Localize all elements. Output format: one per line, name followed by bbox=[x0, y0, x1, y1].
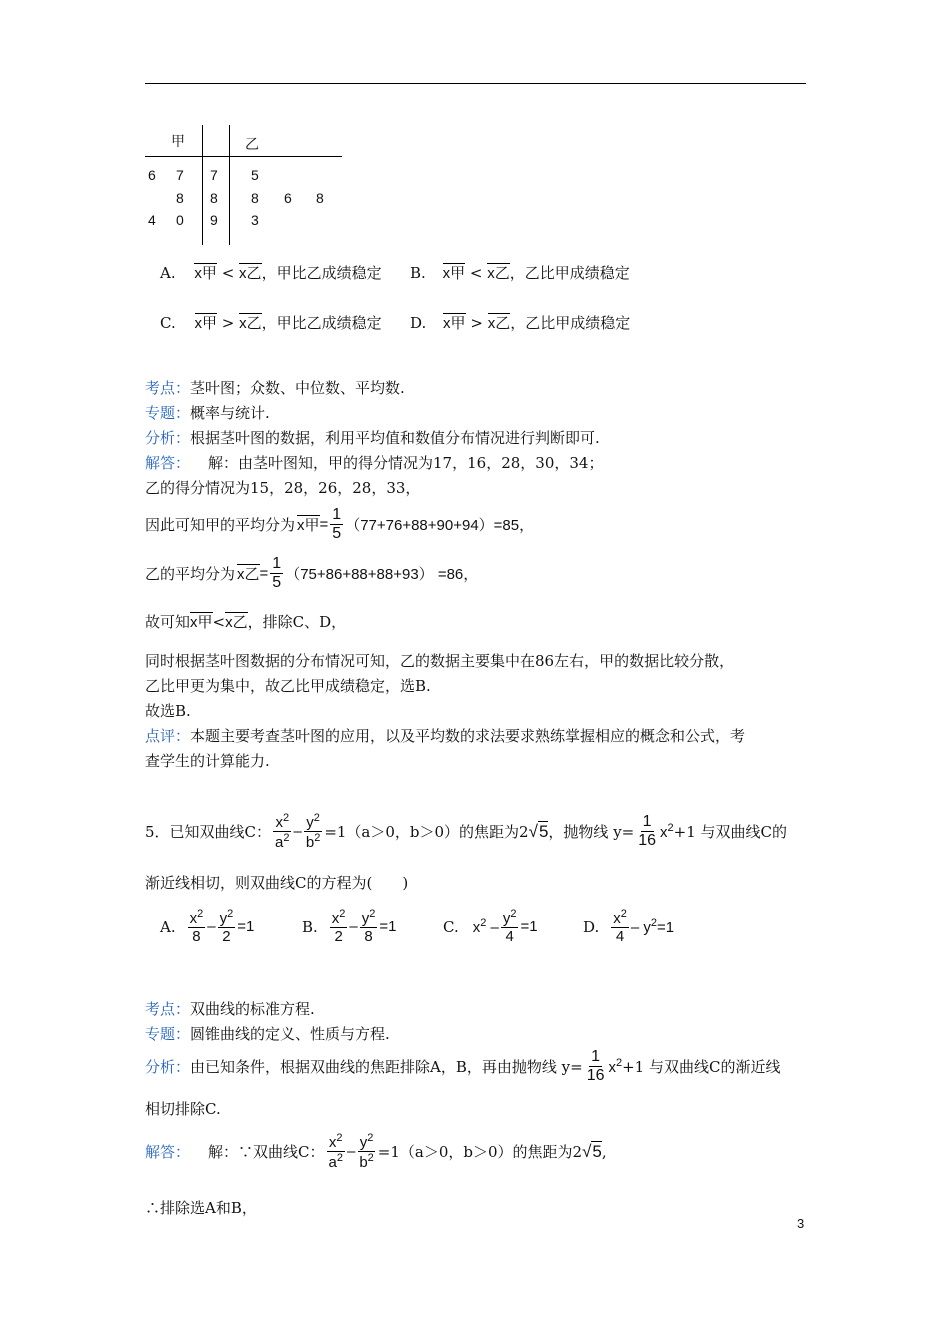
q4-distribution-line2: 乙比甲更为集中，故乙比甲成绩稳定，选B. bbox=[145, 677, 431, 695]
label-fenxi: 分析： bbox=[145, 429, 191, 447]
fenxi-text: 由已知条件，根据双曲线的焦距排除A，B，再由抛物线 y= bbox=[190, 1058, 583, 1077]
q4-option-b bbox=[410, 262, 630, 283]
mean-prefix: 乙的平均分为 bbox=[145, 565, 236, 584]
fraction-denominator: 5 bbox=[332, 525, 342, 543]
subscript-yi: 乙 bbox=[246, 265, 262, 282]
label-kaodian: 考点： bbox=[145, 379, 191, 397]
stem-divider-right bbox=[229, 125, 230, 245]
option-label: C. bbox=[160, 314, 176, 332]
stem-value: 8 bbox=[210, 190, 218, 206]
leaf-left: 7 bbox=[176, 167, 184, 183]
fraction-denominator: 4 bbox=[615, 928, 625, 946]
fenxi-tail: +1 与双曲线C的渐近线 bbox=[622, 1058, 781, 1077]
subscript-yi: 乙 bbox=[244, 566, 260, 584]
q4-jieda bbox=[145, 452, 603, 473]
sqrt-value: 5 bbox=[538, 821, 549, 841]
kaodian-text: 双曲线的标准方程. bbox=[190, 1000, 315, 1018]
subscript-yi: 乙 bbox=[232, 614, 248, 631]
option-text: ，甲比乙成绩稳定 bbox=[261, 314, 382, 332]
jieda-condition: =1（a＞0，b＞0）的焦距为2 bbox=[377, 1143, 583, 1162]
mean-expression: （75+86+88+88+93） =86， bbox=[285, 566, 479, 584]
q5-zhuanti bbox=[145, 1023, 390, 1044]
mean-symbol: x bbox=[190, 614, 198, 631]
fraction-denominator: 8 bbox=[192, 928, 201, 946]
subscript-jia: 甲 bbox=[201, 265, 217, 282]
q5-option-a: A. $\frac{x^2}{8}$ – $\frac{y^2}{2}$ =1 bbox=[160, 908, 255, 946]
fraction-denominator: 5 bbox=[272, 574, 282, 592]
option-text: ，乙比甲成绩稳定 bbox=[510, 314, 631, 332]
option-label: D. bbox=[583, 917, 600, 936]
label-fenxi: 分析： bbox=[145, 1058, 191, 1077]
q4-dianping bbox=[145, 725, 745, 746]
leaf-left: 4 bbox=[148, 212, 156, 228]
compare-symbol: < bbox=[469, 264, 483, 282]
label-jieda: 解答： bbox=[145, 454, 191, 472]
mean-symbol: x bbox=[239, 315, 247, 332]
label-kaodian: 考点： bbox=[145, 1000, 191, 1018]
mean-symbol: x bbox=[443, 315, 451, 332]
fraction-denominator: 8 bbox=[364, 928, 373, 946]
q5-condition: =1（a＞0，b＞0）的焦距为2 bbox=[324, 823, 529, 842]
fraction-denominator: 16 bbox=[586, 1067, 605, 1085]
fraction-denominator: 2 bbox=[334, 928, 343, 946]
jieda-text: 解：由茎叶图知，甲的得分情况为17，16，28，30，34； bbox=[208, 454, 604, 472]
compare-symbol: > bbox=[221, 314, 235, 332]
label-dianping: 点评： bbox=[145, 727, 191, 745]
leaf-right: 3 bbox=[251, 212, 259, 228]
q5-jieda-line2: ∴排除选A和B， bbox=[145, 1199, 257, 1217]
mean-symbol: x bbox=[487, 265, 495, 282]
q4-conclusion bbox=[145, 611, 346, 632]
option-label: A. bbox=[160, 917, 176, 936]
compare-symbol: < bbox=[221, 264, 235, 282]
jieda-text: 解：∵双曲线C： bbox=[208, 1143, 325, 1162]
q4-option-c bbox=[160, 312, 382, 333]
option-label: B. bbox=[302, 917, 318, 936]
q5-option-b: B. $\frac{x^2}{2}$ – $\frac{y^2}{8}$ =1 bbox=[302, 908, 397, 946]
mean-symbol: x bbox=[194, 315, 202, 332]
q5-jieda: 解答： 解：∵双曲线C： $\frac{x^2}{a^2}$ – $\frac{y^2}{b^2}$ =1（a＞0，b＞0）的焦距为2 √5 , bbox=[145, 1132, 607, 1172]
q4-jieda-line2: 乙的得分情况为15，28，26，28，33， bbox=[145, 479, 421, 497]
mean-symbol: x bbox=[239, 265, 247, 282]
subscript-jia: 甲 bbox=[202, 315, 218, 332]
stem-header-jia: 甲 bbox=[171, 133, 185, 149]
stem-divider-left bbox=[202, 125, 203, 245]
subscript-jia: 甲 bbox=[304, 517, 320, 535]
kaodian-text: 茎叶图；众数、中位数、平均数. bbox=[190, 379, 405, 397]
q4-answer: 故选B. bbox=[145, 702, 191, 720]
fraction-numerator: 1 bbox=[270, 555, 283, 574]
label-zhuanti: 专题： bbox=[145, 1025, 191, 1043]
mean-symbol: x bbox=[442, 265, 451, 282]
conclude-prefix: 故可知 bbox=[145, 613, 191, 631]
subscript-jia: 甲 bbox=[197, 614, 213, 631]
leaf-right: 8 bbox=[316, 190, 324, 206]
q5-stem-line1: 5．已知双曲线C： $\frac{x^2}{a^2}$ – $\frac{y^2}{b^2}$ =1（a＞0，b＞0）的焦距为2 √5 ，抛物线 y= $\frac{1}{16}$ $x^2$ +1 与双曲线C的 bbox=[145, 812, 788, 852]
subscript-yi: 乙 bbox=[246, 315, 262, 332]
q4-fenxi bbox=[145, 427, 600, 448]
fraction-numerator: 1 bbox=[589, 1048, 602, 1067]
q4-kaodian bbox=[145, 377, 405, 398]
q4-mean-yi: 乙的平均分为 x乙 = $\frac{1}{5}$ （75+86+88+88+93） =86， bbox=[145, 555, 479, 592]
q4-option-d bbox=[410, 312, 630, 333]
fraction-denominator: 4 bbox=[505, 928, 514, 946]
leaf-left: 8 bbox=[176, 190, 184, 206]
mean-prefix: 因此可知甲的平均分为 bbox=[145, 516, 296, 535]
fenxi-text: 根据茎叶图的数据，利用平均值和数值分布情况进行判断即可. bbox=[190, 429, 600, 447]
stem-value: 9 bbox=[210, 212, 218, 228]
stem-header-yi: 乙 bbox=[245, 136, 259, 152]
q5-stem-line2: 渐近线相切，则双曲线C的方程为( ) bbox=[145, 874, 409, 892]
q4-option-a bbox=[160, 262, 382, 283]
option-text: ，甲比乙成绩稳定 bbox=[261, 264, 382, 282]
dianping-text: 本题主要考查茎叶图的应用，以及平均数的求法要求熟练掌握相应的概念和公式，考 bbox=[190, 727, 746, 745]
mean-symbol: x bbox=[194, 265, 202, 282]
q5-option-d: D. $\frac{x^2}{4}$ – $y^2=1$ bbox=[583, 908, 675, 946]
fraction-numerator: 1 bbox=[330, 506, 343, 525]
q4-distribution-line1: 同时根据茎叶图数据的分布情况可知，乙的数据主要集中在86左右，甲的数据比较分散， bbox=[145, 652, 735, 670]
option-label: C. bbox=[443, 917, 459, 936]
conclude-suffix: ，排除C、D， bbox=[247, 613, 347, 631]
zhuanti-text: 圆锥曲线的定义、性质与方程. bbox=[190, 1025, 390, 1043]
fraction-denominator: 2 bbox=[222, 928, 231, 946]
leaf-right: 5 bbox=[251, 167, 259, 183]
leaf-left: 0 bbox=[176, 212, 184, 228]
q5-option-c: C. $x^2$ – $\frac{y^2}{4}$ =1 bbox=[443, 908, 538, 946]
option-text: ，乙比甲成绩稳定 bbox=[509, 264, 630, 282]
label-jieda: 解答： bbox=[145, 1143, 191, 1162]
sqrt-value: 5 bbox=[592, 1141, 602, 1161]
subscript-yi: 乙 bbox=[495, 315, 511, 332]
compare-symbol: < bbox=[212, 613, 226, 631]
q5-kaodian bbox=[145, 998, 315, 1019]
option-label: B. bbox=[410, 264, 426, 282]
leaf-right: 6 bbox=[284, 190, 292, 206]
subscript-yi: 乙 bbox=[494, 265, 510, 282]
q5-tail: +1 与双曲线C的 bbox=[673, 823, 788, 842]
zhuanti-text: 概率与统计. bbox=[190, 404, 270, 422]
stem-header-rule bbox=[145, 156, 342, 157]
q4-dianping-line2: 查学生的计算能力. bbox=[145, 752, 270, 770]
compare-symbol: > bbox=[470, 314, 483, 332]
q5-parabola: ，抛物线 y= bbox=[548, 823, 635, 842]
q5-prefix: 5．已知双曲线C： bbox=[145, 823, 272, 842]
subscript-jia: 甲 bbox=[450, 265, 466, 282]
q5-fenxi-line2: 相切排除C. bbox=[145, 1100, 221, 1118]
mean-symbol: x bbox=[297, 517, 305, 535]
option-label: A. bbox=[160, 264, 176, 282]
leaf-left: 6 bbox=[148, 167, 156, 183]
q4-zhuanti bbox=[145, 402, 270, 423]
label-zhuanti: 专题： bbox=[145, 404, 191, 422]
stem-value: 7 bbox=[210, 167, 218, 183]
mean-symbol: x bbox=[487, 315, 496, 332]
header-rule bbox=[145, 83, 806, 84]
fraction-numerator: 1 bbox=[641, 813, 654, 832]
q5-fenxi: 分析： 由已知条件，根据双曲线的焦距排除A，B，再由抛物线 y= $\frac{1}{16}$ $x^2$ +1 与双曲线C的渐近线 bbox=[145, 1048, 781, 1085]
subscript-jia: 甲 bbox=[450, 315, 466, 332]
mean-expression: （77+76+88+90+94）=85， bbox=[345, 517, 535, 535]
option-label: D. bbox=[410, 314, 427, 332]
stem-leaf-plot bbox=[145, 125, 340, 248]
page-number: 3 bbox=[797, 1216, 805, 1231]
leaf-right: 8 bbox=[251, 190, 259, 206]
mean-symbol: x bbox=[225, 614, 233, 631]
q4-mean-jia: 因此可知甲的平均分为 x甲 = $\frac{1}{5}$ （77+76+88+90+94）=85， bbox=[145, 506, 535, 543]
mean-symbol: x bbox=[237, 566, 245, 584]
fraction-denominator: 16 bbox=[638, 832, 657, 850]
